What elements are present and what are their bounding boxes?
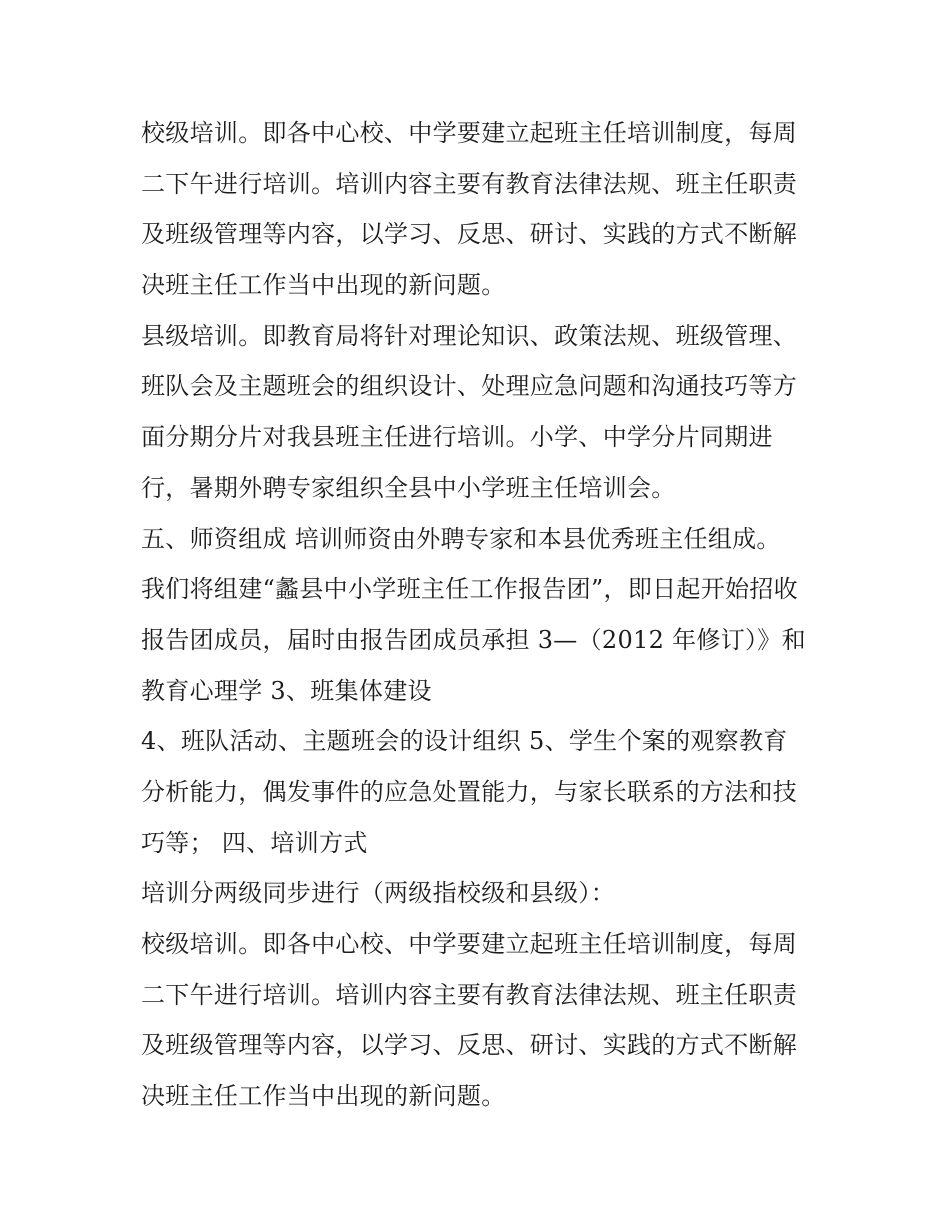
text-line: 巧等； 四、培训方式 [141,828,368,857]
text-line: 二下午进行培训。培训内容主要有教育法律法规、班主任职责 [141,980,798,1009]
text-line: 五、师资组成 培训师资由外聘专家和本县优秀班主任组成。 [141,524,781,553]
text-line: 面分期分片对我县班主任进行培训。小学、中学分片同期进 [141,423,773,452]
text-line: 教育心理学 3、班集体建设 [141,676,432,705]
text-line: 决班主任工作当中出现的新问题。 [141,1082,506,1111]
document-body [141,108,821,1122]
text-line: 行，暑期外聘专家组织全县中小学班主任培训会。 [141,473,676,502]
text-line: 校级培训。即各中心校、中学要建立起班主任培训制度，每周 [141,930,798,958]
text-line: 二下午进行培训。培训内容主要有教育法律法规、班主任职责 [141,169,798,198]
text-line: 我们将组建“蠡县中小学班主任工作报告团”，即日起开始招收 [141,575,798,604]
text-line: 报告团成员，届时由报告团成员承担 3—（2012 年修订）》和 [141,625,806,654]
text-line: 县级培训。即教育局将针对理论知识、政策法规、班级管理、 [141,321,798,350]
text-line: 决班主任工作当中出现的新问题。 [141,271,506,300]
text-line: 班队会及主题班会的组织设计、处理应急问题和沟通技巧等方 [141,372,798,401]
text-line: 培训分两级同步进行（两级指校级和县级）： [141,879,615,908]
text-line: 4、班队活动、主题班会的设计组织 5、学生个案的观察教育 [141,727,788,756]
text-line: 及班级管理等内容，以学习、反思、研讨、实践的方式不断解 [141,220,798,249]
text-line: 及班级管理等内容，以学习、反思、研讨、实践的方式不断解 [141,1031,798,1060]
text-line: 分析能力，偶发事件的应急处置能力，与家长联系的方法和技 [141,777,798,806]
text-line: 校级培训。即各中心校、中学要建立起班主任培训制度，每周 [141,119,798,147]
